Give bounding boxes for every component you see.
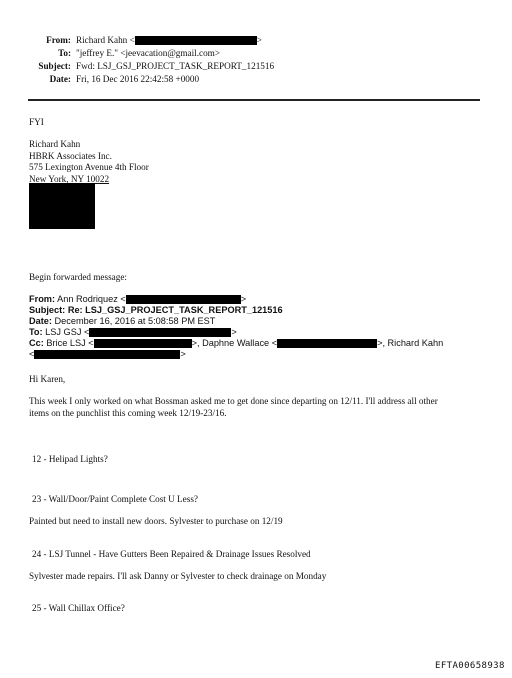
header-divider	[28, 99, 480, 101]
begin-forwarded-label: Begin forwarded message:	[29, 272, 127, 282]
fyi-text: FYI	[29, 117, 44, 127]
forwarded-cc-row	[29, 338, 443, 349]
forwarded-cc-value: >, Daphne Wallace <	[191, 338, 278, 348]
redaction-box	[89, 328, 231, 337]
header-date-label: Date:	[49, 74, 71, 84]
header-subject-value: Fwd: LSJ_GSJ_PROJECT_TASK_REPORT_121516	[76, 61, 275, 71]
forwarded-subject-value: Re: LSJ_GSJ_PROJECT_TASK_REPORT_121516	[67, 305, 283, 315]
forwarded-subject-row	[29, 305, 283, 316]
forwarded-from-value: Ann Rodriquez <	[57, 294, 126, 304]
redaction-box	[29, 183, 95, 229]
forwarded-cc-value: Brice LSJ <	[46, 338, 94, 348]
intro-line: items on the punchlist this coming week 12/19-23/16.	[29, 408, 227, 418]
signature-block	[29, 139, 149, 185]
header-from-close: >	[256, 35, 262, 45]
forwarded-cc-value: <	[29, 349, 35, 359]
forwarded-from-row	[29, 294, 246, 305]
forwarded-cc-row-continued	[29, 349, 186, 360]
forwarded-date-row	[29, 316, 215, 327]
bates-number: EFTA00658938	[435, 661, 505, 671]
forwarded-to-label: To:	[29, 327, 43, 337]
punchlist-note: Painted but need to install new doors. Sylvester to purchase on 12/19	[29, 516, 283, 526]
header-from-label: From:	[46, 35, 71, 45]
signature-line: Richard Kahn	[29, 139, 81, 149]
header-subject-label: Subject:	[38, 61, 71, 71]
forwarded-to-value: LSJ GSJ <	[45, 327, 90, 337]
redaction-box	[135, 36, 257, 45]
redaction-box	[277, 339, 377, 348]
header-from-value: Richard Kahn <	[76, 35, 135, 45]
forwarded-date-value: December 16, 2016 at 5:08:58 PM EST	[54, 316, 216, 326]
signature-line: 575 Lexington Avenue 4th Floor	[29, 162, 149, 172]
forwarded-date-label: Date:	[29, 316, 52, 326]
signature-line: HBRK Associates Inc.	[29, 150, 112, 161]
punchlist-item: 24 - LSJ Tunnel - Have Gutters Been Repaired & Drainage Issues Resolved	[32, 549, 311, 559]
header-to-label: To:	[58, 48, 71, 58]
punchlist-item: 23 - Wall/Door/Paint Complete Cost U Less?	[32, 494, 198, 504]
header-to-value: "jeffrey E." <jeevacation@gmail.com>	[76, 48, 221, 58]
punchlist-item: 25 - Wall Chillax Office?	[32, 603, 125, 613]
greeting-text: Hi Karen,	[29, 374, 66, 384]
forwarded-cc-label: Cc:	[29, 338, 44, 348]
intro-line: This week I only worked on what Bossman asked me to get done since departing on 12/11. I'll address all other	[29, 396, 438, 406]
forwarded-cc-value: >, Richard Kahn	[377, 338, 444, 348]
forwarded-cc-close: >	[180, 349, 186, 359]
header-date-value: Fri, 16 Dec 2016 22:42:58 +0000	[76, 74, 200, 84]
redaction-box	[34, 350, 180, 359]
punchlist-item: 12 - Helipad Lights?	[32, 454, 108, 464]
forwarded-from-close: >	[240, 294, 247, 304]
forwarded-from-label: From:	[29, 294, 56, 304]
punchlist-note: Sylvester made repairs. I'll ask Danny or Sylvester to check drainage on Monday	[29, 571, 327, 581]
forwarded-to-row	[29, 327, 237, 338]
forwarded-to-close: >	[231, 327, 237, 337]
redaction-box	[94, 339, 192, 348]
forwarded-subject-label: Subject:	[29, 305, 66, 315]
signature-line: New York, NY 10022	[29, 173, 110, 184]
redaction-box	[126, 295, 241, 304]
